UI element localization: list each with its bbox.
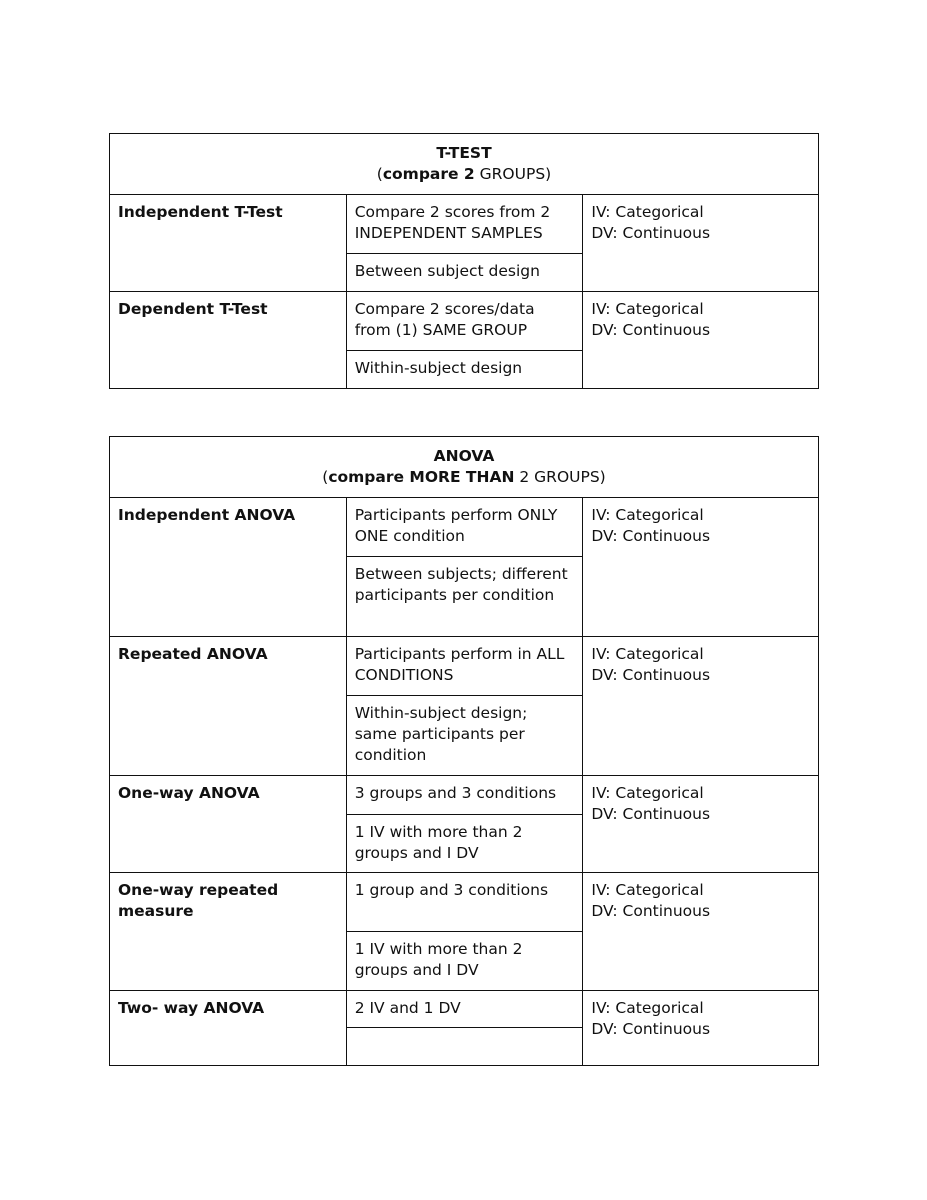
variable-types	[583, 637, 819, 776]
iv-type: IV: Categorical	[591, 881, 704, 899]
design-type: 1 IV with more than 2 groups and I DV	[346, 815, 583, 873]
table-row	[110, 498, 819, 557]
test-name: One-way repeated measure	[110, 873, 347, 991]
test-description: Participants perform in ALL CONDITIONS	[346, 637, 583, 696]
table-row	[110, 292, 819, 351]
variable-types	[583, 292, 819, 389]
ttest-subtitle-bold: compare 2	[382, 165, 475, 183]
variable-types	[583, 873, 819, 991]
ttest-header	[110, 134, 819, 195]
test-description: Participants perform ONLY ONE condition	[346, 498, 583, 557]
ttest-title: T-TEST	[436, 144, 492, 162]
iv-type: IV: Categorical	[591, 203, 704, 221]
design-type: Between subject design	[346, 254, 583, 292]
test-description: Compare 2 scores from 2 INDEPENDENT SAMPLES	[346, 195, 583, 254]
anova-subtitle	[118, 467, 810, 488]
ttest-subtitle-open: (	[376, 165, 383, 183]
dv-type: DV: Continuous	[591, 321, 711, 339]
iv-type: IV: Categorical	[591, 300, 704, 318]
anova-title: ANOVA	[433, 447, 495, 465]
iv-type: IV: Categorical	[591, 999, 704, 1017]
test-description: Compare 2 scores/data from (1) SAME GROUP	[346, 292, 583, 351]
test-description: 3 groups and 3 conditions	[346, 776, 583, 815]
iv-type: IV: Categorical	[591, 645, 704, 663]
dv-type: DV: Continuous	[591, 527, 711, 545]
ttest-subtitle	[118, 164, 810, 185]
dv-type: DV: Continuous	[591, 224, 711, 242]
table-row	[110, 195, 819, 254]
dv-type: DV: Continuous	[591, 666, 711, 684]
iv-type: IV: Categorical	[591, 506, 704, 524]
table-row	[110, 776, 819, 815]
table-row	[110, 637, 819, 696]
test-name: Dependent T-Test	[110, 292, 347, 389]
variable-types	[583, 498, 819, 637]
anova-header	[110, 437, 819, 498]
design-type	[346, 1028, 583, 1066]
design-type: 1 IV with more than 2 groups and I DV	[346, 932, 583, 991]
test-name: Independent ANOVA	[110, 498, 347, 637]
anova-subtitle-rest: 2 GROUPS)	[514, 468, 606, 486]
anova-table	[109, 436, 819, 1066]
dv-type: DV: Continuous	[591, 1020, 711, 1038]
variable-types	[583, 776, 819, 873]
test-description: 1 group and 3 conditions	[346, 873, 583, 932]
test-name: Independent T-Test	[110, 195, 347, 292]
dv-type: DV: Continuous	[591, 805, 711, 823]
design-type: Between subjects; different participants per condition	[346, 557, 583, 637]
test-name: Repeated ANOVA	[110, 637, 347, 776]
variable-types	[583, 991, 819, 1066]
variable-types	[583, 195, 819, 292]
test-name: One-way ANOVA	[110, 776, 347, 873]
table-row	[110, 873, 819, 932]
test-description: 2 IV and 1 DV	[346, 991, 583, 1028]
table-row	[110, 991, 819, 1028]
anova-subtitle-bold: compare MORE THAN	[328, 468, 515, 486]
ttest-table	[109, 133, 819, 389]
anova-subtitle-open: (	[322, 468, 329, 486]
dv-type: DV: Continuous	[591, 902, 711, 920]
design-type: Within-subject design; same participants per condition	[346, 696, 583, 776]
ttest-subtitle-rest: GROUPS)	[474, 165, 552, 183]
iv-type: IV: Categorical	[591, 784, 704, 802]
design-type: Within-subject design	[346, 351, 583, 389]
test-name: Two- way ANOVA	[110, 991, 347, 1066]
